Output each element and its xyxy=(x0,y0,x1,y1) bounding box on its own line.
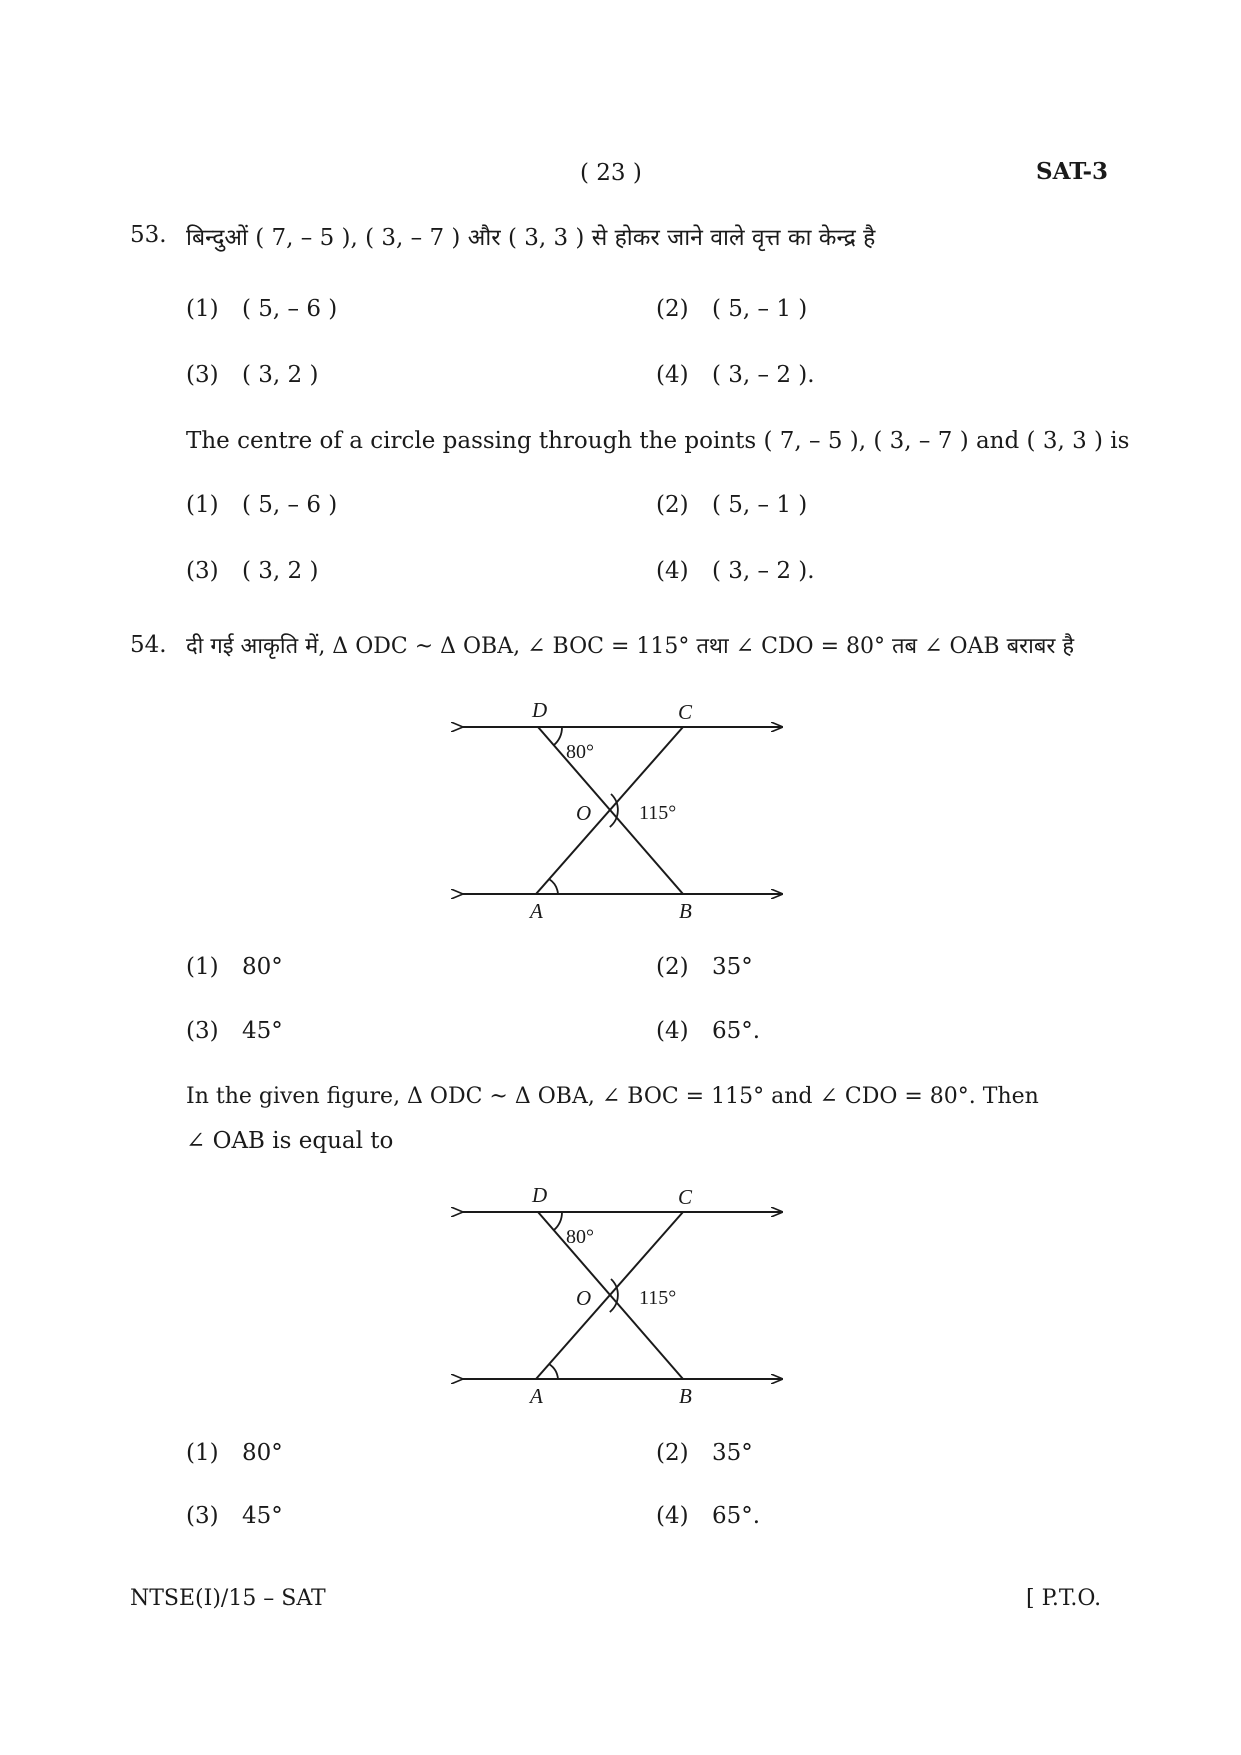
option-number: (3) xyxy=(186,1018,219,1044)
option-number: (2) xyxy=(656,296,689,322)
page-number: ( 23 ) xyxy=(580,160,642,186)
question-54-number: 54. xyxy=(130,632,167,658)
option-number: (3) xyxy=(186,558,219,584)
q53-english-option-1[interactable] xyxy=(186,492,337,518)
option-number: (4) xyxy=(656,558,689,584)
option-number: (1) xyxy=(186,954,219,980)
label-o: O xyxy=(576,1286,592,1310)
q53-hindi-option-4[interactable] xyxy=(656,362,815,388)
q54-english-option-2[interactable] xyxy=(656,1440,753,1466)
parallel-lines-figure xyxy=(450,695,790,925)
label-d: D xyxy=(532,698,548,722)
option-number: (2) xyxy=(656,954,689,980)
option-number: (4) xyxy=(656,362,689,388)
q54-hindi-option-3[interactable] xyxy=(186,1018,283,1044)
parallel-lines-figure-english xyxy=(450,1180,790,1410)
angle-label-80: 80° xyxy=(566,1226,594,1248)
option-text: 80° xyxy=(242,1440,283,1466)
label-b: B xyxy=(679,899,692,923)
q53-hindi-option-3[interactable] xyxy=(186,362,318,388)
angle-label-115: 115° xyxy=(639,1287,677,1309)
option-text: ( 5, – 1 ) xyxy=(712,492,808,518)
option-text: 45° xyxy=(242,1018,283,1044)
angle-label-80: 80° xyxy=(566,741,594,763)
q53-hindi-option-1[interactable] xyxy=(186,296,337,322)
option-text: 80° xyxy=(242,954,283,980)
paper-code: SAT-3 xyxy=(1036,158,1109,185)
question-53-hindi-text: बिन्दुओं ( 7, – 5 ), ( 3, – 7 ) और ( 3, 3 ) से होकर जाने वाले वृत्त का केन्द्र है xyxy=(186,225,876,251)
q54-english-option-4[interactable] xyxy=(656,1503,760,1529)
angle-d-arc xyxy=(554,1212,562,1230)
option-text: ( 3, – 2 ). xyxy=(712,362,815,388)
option-text: 65°. xyxy=(712,1018,761,1044)
option-number: (2) xyxy=(656,492,689,518)
question-53-number: 53. xyxy=(130,222,167,248)
option-number: (1) xyxy=(186,1440,219,1466)
angle-label-115: 115° xyxy=(639,802,677,824)
q54-english-option-1[interactable] xyxy=(186,1440,283,1466)
label-d: D xyxy=(532,1183,548,1207)
option-text: ( 5, – 1 ) xyxy=(712,296,808,322)
question-53-english-text: The centre of a circle passing through the points ( 7, – 5 ), ( 3, – 7 ) and ( 3, 3 ) is xyxy=(186,428,1130,454)
label-b: B xyxy=(679,1384,692,1408)
option-number: (4) xyxy=(656,1503,689,1529)
label-a: A xyxy=(530,899,543,923)
angle-d-arc xyxy=(554,727,562,745)
label-c: C xyxy=(678,1185,693,1209)
option-text: ( 3, – 2 ). xyxy=(712,558,815,584)
label-a: A xyxy=(530,1384,543,1408)
q54-english-option-3[interactable] xyxy=(186,1503,283,1529)
q54-hindi-option-2[interactable] xyxy=(656,954,753,980)
option-text: 65°. xyxy=(712,1503,761,1529)
q53-english-option-3[interactable] xyxy=(186,558,318,584)
option-number: (2) xyxy=(656,1440,689,1466)
q54-hindi-option-1[interactable] xyxy=(186,954,283,980)
option-number: (1) xyxy=(186,492,219,518)
option-number: (4) xyxy=(656,1018,689,1044)
angle-a-arc xyxy=(549,879,558,894)
option-text: ( 3, 2 ) xyxy=(242,362,319,388)
q53-english-option-4[interactable] xyxy=(656,558,815,584)
option-text: ( 5, – 6 ) xyxy=(242,492,338,518)
option-text: 45° xyxy=(242,1503,283,1529)
label-c: C xyxy=(678,700,693,724)
footer-pto: [ P.T.O. xyxy=(1026,1586,1102,1611)
angle-a-arc xyxy=(549,1364,558,1379)
question-54-hindi-text: दी गई आकृति में, Δ ODC ~ Δ OBA, ∠ BOC = 115° तथा ∠ CDO = 80° तब ∠ OAB बराबर है xyxy=(186,634,1075,659)
option-text: 35° xyxy=(712,954,753,980)
label-o: O xyxy=(576,801,592,825)
option-text: ( 3, 2 ) xyxy=(242,558,319,584)
option-number: (3) xyxy=(186,1503,219,1529)
option-text: 35° xyxy=(712,1440,753,1466)
question-54-english-line-1: In the given figure, Δ ODC ~ Δ OBA, ∠ BOC = 115° and ∠ CDO = 80°. Then xyxy=(186,1084,1039,1109)
q54-hindi-option-4[interactable] xyxy=(656,1018,760,1044)
footer-exam-code: NTSE(I)/15 – SAT xyxy=(130,1586,326,1611)
option-text: ( 5, – 6 ) xyxy=(242,296,338,322)
question-54-english-line-2: ∠ OAB is equal to xyxy=(186,1128,394,1154)
option-number: (1) xyxy=(186,296,219,322)
q53-english-option-2[interactable] xyxy=(656,492,807,518)
q53-hindi-option-2[interactable] xyxy=(656,296,807,322)
option-number: (3) xyxy=(186,362,219,388)
